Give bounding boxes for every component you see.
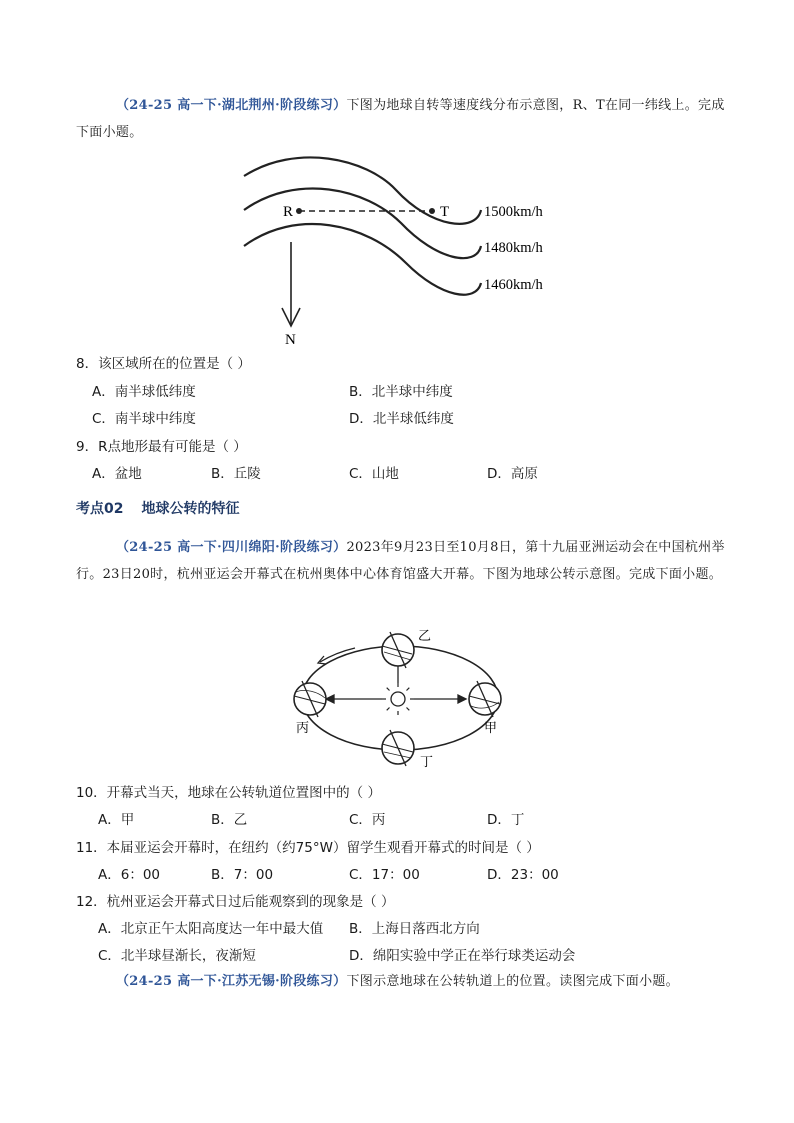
question-11-option-b: B．7：00	[211, 867, 274, 883]
section-title: 地球公转的特征	[141, 501, 240, 517]
question-9-option-d: D．高原	[487, 466, 538, 482]
point-r-dot	[296, 208, 302, 214]
passage-3-source: （24-25 高一下·江苏无锡·阶段练习）	[116, 974, 347, 989]
question-9-option-c: C．山地	[349, 466, 399, 482]
passage-2-source: （24-25 高一下·四川绵阳·阶段练习）	[116, 540, 347, 555]
question-9-option-b: B．丘陵	[211, 466, 261, 482]
earth-ding-icon	[382, 730, 414, 766]
question-11-option-d: D．23：00	[487, 867, 559, 883]
question-8-option-a: A．南半球低纬度	[92, 384, 196, 400]
question-12-option-c: C．北半球昼渐长，夜渐短	[98, 948, 256, 964]
label-bing: 丙	[296, 720, 310, 735]
question-11-option-c: C．17：00	[349, 867, 420, 883]
question-9-option-a: A．盆地	[92, 466, 142, 482]
passage-1	[76, 92, 726, 146]
north-label: N	[285, 332, 296, 348]
question-12-option-d: D．绵阳实验中学正在举行球类运动会	[349, 948, 576, 964]
sun-icon	[382, 683, 414, 715]
speed-label-1500: 1500km/h	[484, 204, 543, 220]
orbit-direction-arrow	[320, 648, 355, 662]
question-8-option-c: C．南半球中纬度	[92, 411, 196, 427]
question-8-stem: 8．该区域所在的位置是（ ）	[76, 356, 251, 372]
question-8-option-d: D．北半球低纬度	[349, 411, 454, 427]
speed-label-1460: 1460km/h	[484, 277, 543, 293]
point-t-dot	[429, 208, 435, 214]
earth-yi-icon	[382, 632, 414, 668]
speed-curve-1480	[244, 189, 481, 259]
question-11-stem: 11．本届亚运会开幕时，在纽约（约75°W）留学生观看开幕式的时间是（ ）	[76, 840, 540, 856]
question-10-option-c: C．丙	[349, 812, 386, 828]
question-10-option-b: B．乙	[211, 812, 248, 828]
arrow-to-bing-head	[326, 695, 334, 703]
passage-3	[76, 968, 726, 995]
speed-curve-1460	[244, 224, 481, 295]
passage-1-text: 下图为地球自转等速度线分布示意图，R、T在同一纬线上。完成下面小题。	[76, 98, 725, 140]
passage-2-text: 2023年9月23日至10月8日，第十九届亚洲运动会在中国杭州举行。23日20时，杭州亚运会开幕式在杭州奥体中心体育馆盛大开幕。下图为地球公转示意图。完成下面小题。	[76, 540, 725, 582]
passage-3-text: 下图示意地球在公转轨道上的位置。读图完成下面小题。	[346, 974, 679, 989]
question-12-option-b: B．上海日落西北方向	[349, 921, 480, 937]
section-heading	[76, 498, 257, 518]
earth-bing-icon	[294, 681, 326, 717]
section-number: 考点02	[76, 501, 124, 517]
point-t-label: T	[440, 204, 450, 220]
revolution-figure	[280, 626, 520, 774]
label-jia: 甲	[484, 720, 498, 735]
question-10-stem: 10．开幕式当天，地球在公转轨道位置图中的（ ）	[76, 785, 381, 801]
question-10-option-d: D．丁	[487, 812, 525, 828]
question-12-stem: 12．杭州亚运会开幕式日过后能观察到的现象是（ ）	[76, 894, 395, 910]
speed-label-1480: 1480km/h	[484, 240, 543, 256]
arrow-to-jia-head	[458, 695, 466, 703]
question-8-option-b: B．北半球中纬度	[349, 384, 453, 400]
passage-2	[76, 534, 726, 588]
question-9-stem: 9．R点地形最有可能是（ ）	[76, 439, 247, 455]
question-12-option-a: A．北京正午太阳高度达一年中最大值	[98, 921, 324, 937]
label-yi: 乙	[418, 628, 432, 643]
passage-1-source: （24-25 高一下·湖北荆州·阶段练习）	[116, 98, 347, 113]
question-10-option-a: A．甲	[98, 812, 135, 828]
label-ding: 丁	[420, 754, 434, 769]
question-11-option-a: A．6：00	[98, 867, 161, 883]
point-r-label: R	[283, 204, 294, 220]
rotation-speed-figure	[236, 148, 576, 348]
